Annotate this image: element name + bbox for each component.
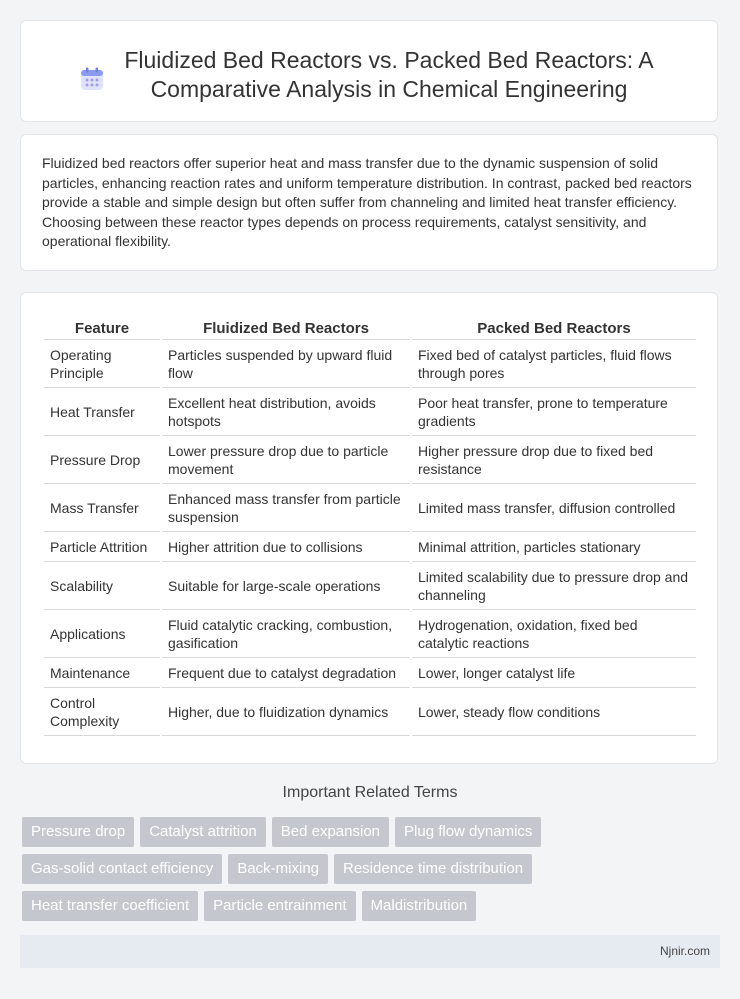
- header-packed: Packed Bed Reactors: [412, 315, 696, 340]
- related-terms: [22, 817, 722, 928]
- page-title: Fluidized Bed Reactors vs. Packed Bed Reactors: A Comparative Analysis in Chemical Engineering: [124, 47, 654, 102]
- table-row: [44, 484, 696, 532]
- table-cell: Maintenance: [44, 658, 160, 688]
- table-cell: Fixed bed of catalyst particles, fluid flows through pores: [412, 340, 696, 388]
- table-cell: Suitable for large-scale operations: [162, 562, 410, 610]
- tag-heat-transfer-coefficient[interactable]: Heat transfer coefficient: [22, 891, 198, 921]
- tag-row: [22, 854, 722, 884]
- table-cell: Hydrogenation, oxidation, fixed bed catalytic reactions: [412, 610, 696, 658]
- table-cell: Operating Principle: [44, 340, 160, 388]
- tag-maldistribution[interactable]: Maldistribution: [362, 891, 477, 921]
- table-cell: Lower pressure drop due to particle movement: [162, 436, 410, 484]
- table-row: [44, 436, 696, 484]
- tag-plug-flow-dynamics[interactable]: Plug flow dynamics: [395, 817, 541, 847]
- tag-row: [22, 817, 722, 847]
- comparison-table: [42, 315, 698, 736]
- footer-site: Njnir.com: [659, 944, 710, 958]
- table-cell: Poor heat transfer, prone to temperature gradients: [412, 388, 696, 436]
- table-row: [44, 688, 696, 736]
- table-cell: Scalability: [44, 562, 160, 610]
- table-cell: Higher attrition due to collisions: [162, 532, 410, 562]
- table-cell: Enhanced mass transfer from particle suspension: [162, 484, 410, 532]
- table-cell: Particle Attrition: [44, 532, 160, 562]
- table-row: [44, 562, 696, 610]
- tag-gas-solid-contact[interactable]: Gas-solid contact efficiency: [22, 854, 222, 884]
- table-cell: Control Complexity: [44, 688, 160, 736]
- tag-particle-entrainment[interactable]: Particle entrainment: [204, 891, 355, 921]
- related-terms-heading: Important Related Terms: [282, 784, 458, 801]
- footer: [20, 935, 720, 968]
- intro-text: Fluidized bed reactors offer superior heat and mass transfer due to the dynamic suspension of solid particles, enhancing reaction rates and uniform temperature distribution. In contrast, packed bed reactors provide a stable and simple design but often suffer from channeling and limited heat transfer efficiency. Choosing between these reactor types depends on process requirements, catalyst sensitivity, and operational flexibility.: [42, 155, 692, 250]
- table-cell: Mass Transfer: [44, 484, 160, 532]
- table-cell: Heat Transfer: [44, 388, 160, 436]
- table-row: [44, 340, 696, 388]
- title-card: [20, 20, 718, 122]
- table-cell: Applications: [44, 610, 160, 658]
- table-cell: Limited scalability due to pressure drop and channeling: [412, 562, 696, 610]
- table-row: [44, 610, 696, 658]
- table-header-row: [44, 315, 696, 340]
- table-row: [44, 658, 696, 688]
- tag-back-mixing[interactable]: Back-mixing: [228, 854, 328, 884]
- tag-catalyst-attrition[interactable]: Catalyst attrition: [140, 817, 266, 847]
- table-cell: Lower, longer catalyst life: [412, 658, 696, 688]
- tag-pressure-drop[interactable]: Pressure drop: [22, 817, 134, 847]
- tag-residence-time[interactable]: Residence time distribution: [334, 854, 532, 884]
- table-cell: Higher, due to fluidization dynamics: [162, 688, 410, 736]
- table-cell: Excellent heat distribution, avoids hotspots: [162, 388, 410, 436]
- comparison-table-card: [20, 292, 718, 764]
- table-row: [44, 532, 696, 562]
- tag-bed-expansion[interactable]: Bed expansion: [272, 817, 389, 847]
- table-cell: Particles suspended by upward fluid flow: [162, 340, 410, 388]
- table-cell: Fluid catalytic cracking, combustion, gasification: [162, 610, 410, 658]
- table-row: [44, 388, 696, 436]
- table-cell: Lower, steady flow conditions: [412, 688, 696, 736]
- table-cell: Pressure Drop: [44, 436, 160, 484]
- header-feature: Feature: [44, 315, 160, 340]
- table-cell: Minimal attrition, particles stationary: [412, 532, 696, 562]
- header-fluidized: Fluidized Bed Reactors: [162, 315, 410, 340]
- table-cell: Higher pressure drop due to fixed bed resistance: [412, 436, 696, 484]
- table-cell: Frequent due to catalyst degradation: [162, 658, 410, 688]
- intro-card: [20, 134, 718, 271]
- tag-row: [22, 891, 722, 921]
- table-cell: Limited mass transfer, diffusion controlled: [412, 484, 696, 532]
